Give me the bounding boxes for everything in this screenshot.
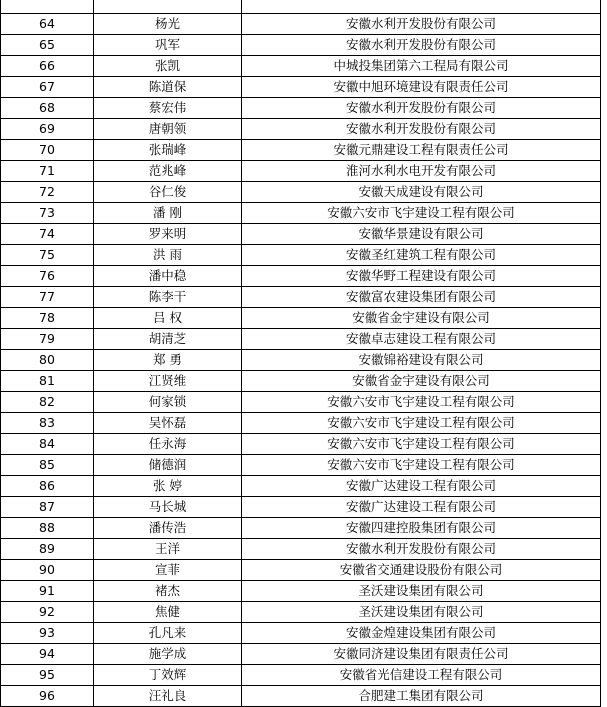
table-row [1, 686, 601, 707]
table-row [1, 203, 601, 224]
table-row [1, 413, 601, 434]
company-name-cell: 安徽广达建设工程有限公司 [242, 497, 601, 518]
company-name-cell: 安徽富农建设集团有限公司 [242, 287, 601, 308]
person-name-cell: 潘 刚 [94, 203, 242, 224]
row-number-cell: 84 [1, 434, 94, 455]
company-name-cell: 安徽省光信建设工程有限公司 [242, 665, 601, 686]
person-name-cell: 巩军 [94, 35, 242, 56]
table-row [1, 182, 601, 203]
company-name-cell: 安徽水利开发股份有限公司 [242, 539, 601, 560]
table-row [1, 455, 601, 476]
table-row [1, 392, 601, 413]
company-name-cell: 安徽省交通建设股份有限公司 [242, 560, 601, 581]
company-name-cell: 安徽省金宇建设有限公司 [242, 371, 601, 392]
table-row [1, 77, 601, 98]
company-name-cell: 安徽水利开发股份有限公司 [242, 35, 601, 56]
row-number-cell: 95 [1, 665, 94, 686]
company-name-cell: 安徽同济建设集团有限责任公司 [242, 644, 601, 665]
row-number-cell: 64 [1, 14, 94, 35]
row-number-cell: 94 [1, 644, 94, 665]
table-row [1, 581, 601, 602]
person-name-cell: 胡清芝 [94, 329, 242, 350]
roster-table-body [1, 0, 601, 707]
table-row [1, 350, 601, 371]
person-name-cell: 吴怀磊 [94, 413, 242, 434]
table-row [1, 308, 601, 329]
table-row [1, 476, 601, 497]
table-row [1, 371, 601, 392]
company-name-cell: 安徽四建控股集团有限公司 [242, 518, 601, 539]
person-name-cell: 洪 雨 [94, 245, 242, 266]
person-name-cell: 范兆峰 [94, 161, 242, 182]
company-name-cell: 安徽六安市飞宇建设工程有限公司 [242, 434, 601, 455]
company-name-cell: 安徽六安市飞宇建设工程有限公司 [242, 455, 601, 476]
person-name-cell: 何家锁 [94, 392, 242, 413]
row-number-cell: 75 [1, 245, 94, 266]
person-name-cell: 江贤维 [94, 371, 242, 392]
empty-cell [1, 0, 94, 14]
row-number-cell: 89 [1, 539, 94, 560]
row-number-cell: 79 [1, 329, 94, 350]
person-name-cell: 蔡宏伟 [94, 98, 242, 119]
person-name-cell: 谷仁俊 [94, 182, 242, 203]
row-number-cell: 68 [1, 98, 94, 119]
table-row [1, 287, 601, 308]
company-name-cell: 安徽水利开发股份有限公司 [242, 119, 601, 140]
table-row [1, 539, 601, 560]
row-number-cell: 93 [1, 623, 94, 644]
table-row [1, 245, 601, 266]
company-name-cell: 安徽六安市飞宇建设工程有限公司 [242, 413, 601, 434]
table-row [1, 560, 601, 581]
row-number-cell: 70 [1, 140, 94, 161]
company-name-cell: 安徽华景建设有限公司 [242, 224, 601, 245]
row-number-cell: 66 [1, 56, 94, 77]
table-row [1, 14, 601, 35]
row-number-cell: 76 [1, 266, 94, 287]
person-name-cell: 潘传浩 [94, 518, 242, 539]
person-name-cell: 张瑞峰 [94, 140, 242, 161]
company-name-cell: 安徽华野工程建设有限公司 [242, 266, 601, 287]
table-row [1, 98, 601, 119]
company-name-cell: 安徽金煌建设集团有限公司 [242, 623, 601, 644]
row-number-cell: 88 [1, 518, 94, 539]
table-row [1, 140, 601, 161]
table-row [1, 119, 601, 140]
company-name-cell: 中城投集团第六工程局有限公司 [242, 56, 601, 77]
row-number-cell: 83 [1, 413, 94, 434]
table-row [1, 161, 601, 182]
person-name-cell: 焦健 [94, 602, 242, 623]
table-row [1, 518, 601, 539]
person-name-cell: 汪礼良 [94, 686, 242, 707]
person-name-cell: 张凯 [94, 56, 242, 77]
row-number-cell: 74 [1, 224, 94, 245]
company-name-cell: 淮河水利水电开发有限公司 [242, 161, 601, 182]
empty-cell [242, 0, 601, 14]
row-number-cell: 86 [1, 476, 94, 497]
company-name-cell: 安徽六安市飞宇建设工程有限公司 [242, 392, 601, 413]
person-name-cell: 吕 权 [94, 308, 242, 329]
person-name-cell: 储德润 [94, 455, 242, 476]
company-name-cell: 圣沃建设集团有限公司 [242, 581, 601, 602]
row-number-cell: 80 [1, 350, 94, 371]
company-name-cell: 安徽锦裕建设有限公司 [242, 350, 601, 371]
company-name-cell: 安徽天成建设有限公司 [242, 182, 601, 203]
person-name-cell: 孔凡来 [94, 623, 242, 644]
row-number-cell: 71 [1, 161, 94, 182]
person-name-cell: 张 婷 [94, 476, 242, 497]
table-row [1, 623, 601, 644]
person-name-cell: 罗来明 [94, 224, 242, 245]
table-row [1, 35, 601, 56]
company-name-cell: 安徽中旭环境建设有限责任公司 [242, 77, 601, 98]
table-row [1, 224, 601, 245]
row-number-cell: 69 [1, 119, 94, 140]
person-name-cell: 陈道保 [94, 77, 242, 98]
company-name-cell: 安徽水利开发股份有限公司 [242, 98, 601, 119]
row-number-cell: 81 [1, 371, 94, 392]
table-row [1, 602, 601, 623]
table-row [1, 329, 601, 350]
row-number-cell: 77 [1, 287, 94, 308]
company-name-cell: 合肥建工集团有限公司 [242, 686, 601, 707]
company-name-cell: 安徽圣红建筑工程有限公司 [242, 245, 601, 266]
row-number-cell: 73 [1, 203, 94, 224]
company-name-cell: 安徽广达建设工程有限公司 [242, 476, 601, 497]
person-name-cell: 宣菲 [94, 560, 242, 581]
table-row [1, 665, 601, 686]
row-number-cell: 72 [1, 182, 94, 203]
row-number-cell: 82 [1, 392, 94, 413]
company-name-cell: 安徽省金宇建设有限公司 [242, 308, 601, 329]
row-number-cell: 92 [1, 602, 94, 623]
person-name-cell: 杨光 [94, 14, 242, 35]
table-row [1, 644, 601, 665]
row-number-cell: 90 [1, 560, 94, 581]
row-number-cell: 67 [1, 77, 94, 98]
partial-top-row [1, 0, 601, 14]
person-name-cell: 唐朝领 [94, 119, 242, 140]
row-number-cell: 85 [1, 455, 94, 476]
table-row [1, 266, 601, 287]
company-name-cell: 安徽六安市飞宇建设工程有限公司 [242, 203, 601, 224]
person-name-cell: 王洋 [94, 539, 242, 560]
row-number-cell: 65 [1, 35, 94, 56]
table-row [1, 434, 601, 455]
row-number-cell: 91 [1, 581, 94, 602]
empty-cell [94, 0, 242, 14]
person-name-cell: 潘中稳 [94, 266, 242, 287]
person-name-cell: 丁效辉 [94, 665, 242, 686]
person-name-cell: 褚杰 [94, 581, 242, 602]
person-name-cell: 任永海 [94, 434, 242, 455]
company-name-cell: 安徽卓志建设工程有限公司 [242, 329, 601, 350]
table-row [1, 56, 601, 77]
person-name-cell: 马长城 [94, 497, 242, 518]
row-number-cell: 96 [1, 686, 94, 707]
row-number-cell: 87 [1, 497, 94, 518]
company-name-cell: 安徽水利开发股份有限公司 [242, 14, 601, 35]
table-row [1, 497, 601, 518]
person-name-cell: 施学成 [94, 644, 242, 665]
row-number-cell: 78 [1, 308, 94, 329]
person-name-cell: 陈李干 [94, 287, 242, 308]
person-name-cell: 郑 勇 [94, 350, 242, 371]
company-name-cell: 安徽元鼎建设工程有限责任公司 [242, 140, 601, 161]
company-name-cell: 圣沃建设集团有限公司 [242, 602, 601, 623]
